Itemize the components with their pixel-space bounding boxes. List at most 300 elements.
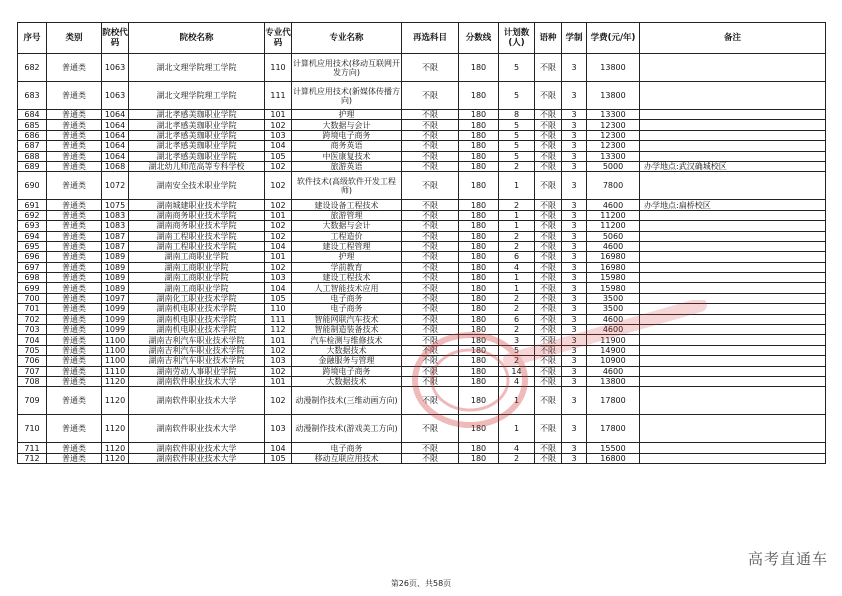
cell-years: 3 <box>562 262 587 272</box>
cell-note <box>640 221 826 231</box>
table-row <box>18 443 826 453</box>
cell-no: 685 <box>18 120 47 130</box>
cell-language: 不限 <box>535 335 562 345</box>
cell-type: 普通类 <box>47 231 102 241</box>
cell-score: 180 <box>459 221 499 231</box>
cell-school-name: 湖北文理学院理工学院 <box>129 54 265 82</box>
cell-note <box>640 252 826 262</box>
cell-major-code: 102 <box>265 120 292 130</box>
cell-language: 不限 <box>535 273 562 283</box>
cell-major-code: 111 <box>265 82 292 110</box>
cell-subjects: 不限 <box>402 151 459 161</box>
cell-major-code: 103 <box>265 415 292 443</box>
cell-school-name: 湖南化工职业技术学院 <box>129 293 265 303</box>
cell-type: 普通类 <box>47 200 102 210</box>
cell-language: 不限 <box>535 443 562 453</box>
cell-major-code: 105 <box>265 293 292 303</box>
cell-years: 3 <box>562 130 587 140</box>
cell-school-code: 1075 <box>102 200 129 210</box>
cell-score: 180 <box>459 151 499 161</box>
cell-years: 3 <box>562 443 587 453</box>
table-row <box>18 161 826 171</box>
cell-plan: 6 <box>499 252 535 262</box>
cell-major-code: 112 <box>265 325 292 335</box>
cell-type: 普通类 <box>47 252 102 262</box>
cell-note <box>640 366 826 376</box>
cell-no: 707 <box>18 366 47 376</box>
cell-type: 普通类 <box>47 241 102 251</box>
cell-plan: 5 <box>499 141 535 151</box>
cell-school-code: 1068 <box>102 161 129 171</box>
col-header-no: 序号 <box>18 23 47 54</box>
cell-plan: 1 <box>499 415 535 443</box>
cell-fee: 13800 <box>587 82 640 110</box>
cell-fee: 13300 <box>587 110 640 120</box>
cell-major-name: 建设工程管理 <box>292 241 402 251</box>
cell-plan: 8 <box>499 110 535 120</box>
cell-school-name: 湖南商务职业技术学院 <box>129 210 265 220</box>
col-header-fee: 学费(元/年) <box>587 23 640 54</box>
cell-no: 692 <box>18 210 47 220</box>
cell-language: 不限 <box>535 356 562 366</box>
cell-years: 3 <box>562 151 587 161</box>
cell-language: 不限 <box>535 262 562 272</box>
col-header-school-name: 院校名称 <box>129 23 265 54</box>
cell-fee: 15500 <box>587 443 640 453</box>
cell-language: 不限 <box>535 252 562 262</box>
cell-fee: 3500 <box>587 304 640 314</box>
cell-score: 180 <box>459 210 499 220</box>
cell-fee: 4600 <box>587 200 640 210</box>
cell-subjects: 不限 <box>402 172 459 200</box>
table-row <box>18 325 826 335</box>
cell-score: 180 <box>459 130 499 140</box>
cell-score: 180 <box>459 82 499 110</box>
cell-major-name: 智能网联汽车技术 <box>292 314 402 324</box>
cell-school-code: 1087 <box>102 241 129 251</box>
cell-note <box>640 283 826 293</box>
cell-note <box>640 387 826 415</box>
cell-no: 691 <box>18 200 47 210</box>
cell-note <box>640 293 826 303</box>
table-row <box>18 366 826 376</box>
cell-note <box>640 54 826 82</box>
cell-school-name: 湖南工商职业学院 <box>129 283 265 293</box>
cell-school-code: 1099 <box>102 304 129 314</box>
cell-note <box>640 110 826 120</box>
cell-school-name: 湖北文理学院理工学院 <box>129 82 265 110</box>
cell-score: 180 <box>459 252 499 262</box>
cell-major-code: 101 <box>265 210 292 220</box>
cell-fee: 13300 <box>587 151 640 161</box>
table-row <box>18 200 826 210</box>
cell-school-name: 湖南机电职业技术学院 <box>129 314 265 324</box>
cell-school-code: 1120 <box>102 443 129 453</box>
cell-subjects: 不限 <box>402 110 459 120</box>
cell-no: 695 <box>18 241 47 251</box>
cell-fee: 11200 <box>587 210 640 220</box>
cell-major-name: 工程造价 <box>292 231 402 241</box>
cell-plan: 2 <box>499 200 535 210</box>
cell-note <box>640 443 826 453</box>
cell-major-name: 建设设备工程技术 <box>292 200 402 210</box>
cell-years: 3 <box>562 293 587 303</box>
cell-major-code: 102 <box>265 262 292 272</box>
cell-plan: 2 <box>499 453 535 463</box>
cell-no: 712 <box>18 453 47 463</box>
cell-major-code: 102 <box>265 345 292 355</box>
table-row <box>18 314 826 324</box>
cell-years: 3 <box>562 415 587 443</box>
cell-major-code: 103 <box>265 273 292 283</box>
cell-language: 不限 <box>535 210 562 220</box>
cell-school-name: 湖南机电职业技术学院 <box>129 304 265 314</box>
cell-school-code: 1089 <box>102 283 129 293</box>
cell-major-name: 电子商务 <box>292 293 402 303</box>
cell-plan: 6 <box>499 314 535 324</box>
table-row <box>18 415 826 443</box>
cell-no: 690 <box>18 172 47 200</box>
cell-years: 3 <box>562 210 587 220</box>
col-header-language: 语种 <box>535 23 562 54</box>
cell-fee: 5000 <box>587 161 640 171</box>
cell-plan: 2 <box>499 241 535 251</box>
cell-subjects: 不限 <box>402 335 459 345</box>
cell-type: 普通类 <box>47 293 102 303</box>
cell-type: 普通类 <box>47 273 102 283</box>
cell-language: 不限 <box>535 304 562 314</box>
col-header-subjects: 再选科目 <box>402 23 459 54</box>
cell-subjects: 不限 <box>402 415 459 443</box>
table-row <box>18 345 826 355</box>
cell-type: 普通类 <box>47 356 102 366</box>
cell-major-code: 102 <box>265 172 292 200</box>
col-header-school-code: 院校代码 <box>102 23 129 54</box>
admission-plan-sheet <box>17 22 825 464</box>
cell-major-code: 105 <box>265 453 292 463</box>
cell-note <box>640 82 826 110</box>
cell-school-code: 1064 <box>102 110 129 120</box>
page-footer: 第26页、共58页 <box>390 579 452 588</box>
cell-major-name: 中医康复技术 <box>292 151 402 161</box>
col-header-score: 分数线 <box>459 23 499 54</box>
cell-no: 697 <box>18 262 47 272</box>
cell-score: 180 <box>459 443 499 453</box>
cell-plan: 1 <box>499 172 535 200</box>
cell-language: 不限 <box>535 172 562 200</box>
cell-type: 普通类 <box>47 210 102 220</box>
cell-score: 180 <box>459 335 499 345</box>
cell-note <box>640 335 826 345</box>
cell-school-code: 1089 <box>102 252 129 262</box>
cell-type: 普通类 <box>47 54 102 82</box>
table-row <box>18 376 826 386</box>
cell-subjects: 不限 <box>402 453 459 463</box>
cell-school-code: 1072 <box>102 172 129 200</box>
cell-school-code: 1099 <box>102 325 129 335</box>
cell-score: 180 <box>459 161 499 171</box>
cell-major-name: 学前教育 <box>292 262 402 272</box>
cell-subjects: 不限 <box>402 252 459 262</box>
cell-school-name: 湖北孝感美珈职业学院 <box>129 130 265 140</box>
cell-score: 180 <box>459 376 499 386</box>
cell-school-name: 湖北孝感美珈职业学院 <box>129 120 265 130</box>
cell-subjects: 不限 <box>402 241 459 251</box>
cell-major-code: 105 <box>265 151 292 161</box>
cell-fee: 13800 <box>587 376 640 386</box>
cell-fee: 17800 <box>587 387 640 415</box>
cell-language: 不限 <box>535 120 562 130</box>
cell-major-name: 汽车检测与维修技术 <box>292 335 402 345</box>
cell-type: 普通类 <box>47 221 102 231</box>
cell-score: 180 <box>459 231 499 241</box>
table-row <box>18 110 826 120</box>
cell-years: 3 <box>562 172 587 200</box>
table-row <box>18 304 826 314</box>
cell-years: 3 <box>562 335 587 345</box>
cell-language: 不限 <box>535 221 562 231</box>
cell-major-code: 104 <box>265 241 292 251</box>
cell-score: 180 <box>459 262 499 272</box>
cell-plan: 1 <box>499 210 535 220</box>
cell-language: 不限 <box>535 345 562 355</box>
cell-type: 普通类 <box>47 366 102 376</box>
cell-major-name: 旅游管理 <box>292 210 402 220</box>
cell-major-name: 计算机应用技术(新媒体传播方向) <box>292 82 402 110</box>
cell-school-name: 湖南工商职业学院 <box>129 262 265 272</box>
cell-language: 不限 <box>535 453 562 463</box>
cell-major-code: 102 <box>265 231 292 241</box>
cell-major-code: 104 <box>265 443 292 453</box>
cell-years: 3 <box>562 366 587 376</box>
cell-fee: 15980 <box>587 283 640 293</box>
cell-school-name: 湖北孝感美珈职业学院 <box>129 151 265 161</box>
cell-school-code: 1064 <box>102 130 129 140</box>
cell-no: 693 <box>18 221 47 231</box>
cell-no: 684 <box>18 110 47 120</box>
cell-language: 不限 <box>535 161 562 171</box>
table-header-row <box>18 23 826 54</box>
table-row <box>18 241 826 251</box>
cell-subjects: 不限 <box>402 130 459 140</box>
cell-no: 686 <box>18 130 47 140</box>
cell-no: 710 <box>18 415 47 443</box>
cell-school-code: 1099 <box>102 314 129 324</box>
cell-note: 办学地点:武汉确城校区 <box>640 161 826 171</box>
cell-score: 180 <box>459 54 499 82</box>
cell-type: 普通类 <box>47 141 102 151</box>
cell-fee: 4600 <box>587 366 640 376</box>
cell-language: 不限 <box>535 141 562 151</box>
cell-fee: 11900 <box>587 335 640 345</box>
table-row <box>18 172 826 200</box>
cell-plan: 3 <box>499 335 535 345</box>
cell-years: 3 <box>562 252 587 262</box>
cell-school-name: 湖南吉利汽车职业技术学院 <box>129 345 265 355</box>
cell-major-name: 跨境电子商务 <box>292 130 402 140</box>
cell-no: 703 <box>18 325 47 335</box>
cell-type: 普通类 <box>47 161 102 171</box>
cell-subjects: 不限 <box>402 161 459 171</box>
cell-subjects: 不限 <box>402 82 459 110</box>
col-header-plan: 计划数(人) <box>499 23 535 54</box>
cell-note <box>640 356 826 366</box>
cell-score: 180 <box>459 273 499 283</box>
cell-major-code: 102 <box>265 387 292 415</box>
cell-type: 普通类 <box>47 443 102 453</box>
cell-type: 普通类 <box>47 151 102 161</box>
col-header-major-name: 专业名称 <box>292 23 402 54</box>
cell-major-name: 动漫制作技术(游戏美工方向) <box>292 415 402 443</box>
cell-note <box>640 304 826 314</box>
cell-school-code: 1100 <box>102 335 129 345</box>
cell-no: 698 <box>18 273 47 283</box>
cell-subjects: 不限 <box>402 325 459 335</box>
cell-note <box>640 172 826 200</box>
cell-major-code: 111 <box>265 314 292 324</box>
table-body <box>18 54 826 464</box>
table-row <box>18 210 826 220</box>
cell-fee: 11200 <box>587 221 640 231</box>
cell-plan: 4 <box>499 262 535 272</box>
cell-school-code: 1097 <box>102 293 129 303</box>
cell-school-name: 湖北孝感美珈职业学院 <box>129 141 265 151</box>
cell-fee: 4600 <box>587 314 640 324</box>
cell-school-name: 湖南软件职业技术大学 <box>129 443 265 453</box>
cell-major-name: 大数据技术 <box>292 345 402 355</box>
cell-school-code: 1083 <box>102 221 129 231</box>
cell-fee: 12300 <box>587 141 640 151</box>
cell-school-code: 1120 <box>102 453 129 463</box>
cell-years: 3 <box>562 314 587 324</box>
cell-language: 不限 <box>535 130 562 140</box>
cell-score: 180 <box>459 314 499 324</box>
cell-major-code: 102 <box>265 200 292 210</box>
cell-language: 不限 <box>535 200 562 210</box>
cell-plan: 1 <box>499 273 535 283</box>
cell-fee: 16800 <box>587 453 640 463</box>
cell-plan: 1 <box>499 283 535 293</box>
cell-major-code: 102 <box>265 366 292 376</box>
cell-score: 180 <box>459 241 499 251</box>
cell-language: 不限 <box>535 387 562 415</box>
cell-type: 普通类 <box>47 120 102 130</box>
cell-type: 普通类 <box>47 387 102 415</box>
cell-score: 180 <box>459 304 499 314</box>
cell-major-code: 101 <box>265 110 292 120</box>
cell-fee: 16980 <box>587 252 640 262</box>
cell-school-code: 1063 <box>102 82 129 110</box>
col-header-note: 备注 <box>640 23 826 54</box>
cell-years: 3 <box>562 110 587 120</box>
cell-language: 不限 <box>535 283 562 293</box>
cell-no: 683 <box>18 82 47 110</box>
cell-no: 694 <box>18 231 47 241</box>
cell-years: 3 <box>562 453 587 463</box>
cell-subjects: 不限 <box>402 366 459 376</box>
cell-school-code: 1063 <box>102 54 129 82</box>
cell-years: 3 <box>562 273 587 283</box>
cell-no: 699 <box>18 283 47 293</box>
cell-note: 办学地点:扁桥校区 <box>640 200 826 210</box>
cell-note <box>640 151 826 161</box>
cell-no: 708 <box>18 376 47 386</box>
cell-score: 180 <box>459 356 499 366</box>
cell-school-code: 1120 <box>102 376 129 386</box>
cell-plan: 5 <box>499 120 535 130</box>
cell-note <box>640 120 826 130</box>
cell-school-code: 1110 <box>102 366 129 376</box>
cell-plan: 14 <box>499 366 535 376</box>
admission-plan-table <box>17 22 826 464</box>
cell-fee: 5060 <box>587 231 640 241</box>
cell-plan: 1 <box>499 221 535 231</box>
cell-language: 不限 <box>535 241 562 251</box>
cell-language: 不限 <box>535 415 562 443</box>
cell-subjects: 不限 <box>402 210 459 220</box>
cell-note <box>640 376 826 386</box>
cell-type: 普通类 <box>47 325 102 335</box>
cell-type: 普通类 <box>47 130 102 140</box>
cell-school-name: 湖南吉利汽车职业技术学院 <box>129 356 265 366</box>
cell-subjects: 不限 <box>402 231 459 241</box>
cell-note <box>640 141 826 151</box>
cell-type: 普通类 <box>47 335 102 345</box>
cell-major-code: 101 <box>265 376 292 386</box>
cell-plan: 5 <box>499 151 535 161</box>
cell-subjects: 不限 <box>402 54 459 82</box>
cell-no: 688 <box>18 151 47 161</box>
cell-school-name: 湖南劳动人事职业学院 <box>129 366 265 376</box>
cell-language: 不限 <box>535 293 562 303</box>
cell-plan: 2 <box>499 161 535 171</box>
cell-language: 不限 <box>535 325 562 335</box>
cell-note <box>640 415 826 443</box>
cell-major-code: 102 <box>265 161 292 171</box>
cell-years: 3 <box>562 141 587 151</box>
table-row <box>18 82 826 110</box>
cell-school-code: 1100 <box>102 356 129 366</box>
cell-subjects: 不限 <box>402 283 459 293</box>
table-row <box>18 262 826 272</box>
cell-score: 180 <box>459 110 499 120</box>
table-row <box>18 130 826 140</box>
cell-major-name: 软件技术(高级软件开发工程师) <box>292 172 402 200</box>
cell-no: 709 <box>18 387 47 415</box>
cell-note <box>640 345 826 355</box>
col-header-major-code: 专业代码 <box>265 23 292 54</box>
cell-score: 180 <box>459 283 499 293</box>
cell-fee: 12300 <box>587 120 640 130</box>
cell-no: 702 <box>18 314 47 324</box>
table-row <box>18 231 826 241</box>
cell-major-code: 102 <box>265 221 292 231</box>
cell-subjects: 不限 <box>402 200 459 210</box>
col-header-type: 类别 <box>47 23 102 54</box>
cell-plan: 2 <box>499 293 535 303</box>
cell-subjects: 不限 <box>402 345 459 355</box>
cell-school-code: 1089 <box>102 262 129 272</box>
cell-major-name: 动漫制作技术(三维动画方向) <box>292 387 402 415</box>
cell-years: 3 <box>562 200 587 210</box>
cell-no: 704 <box>18 335 47 345</box>
cell-school-name: 湖南软件职业技术大学 <box>129 376 265 386</box>
cell-plan: 5 <box>499 130 535 140</box>
cell-years: 3 <box>562 325 587 335</box>
cell-school-code: 1083 <box>102 210 129 220</box>
cell-fee: 4600 <box>587 325 640 335</box>
cell-no: 700 <box>18 293 47 303</box>
